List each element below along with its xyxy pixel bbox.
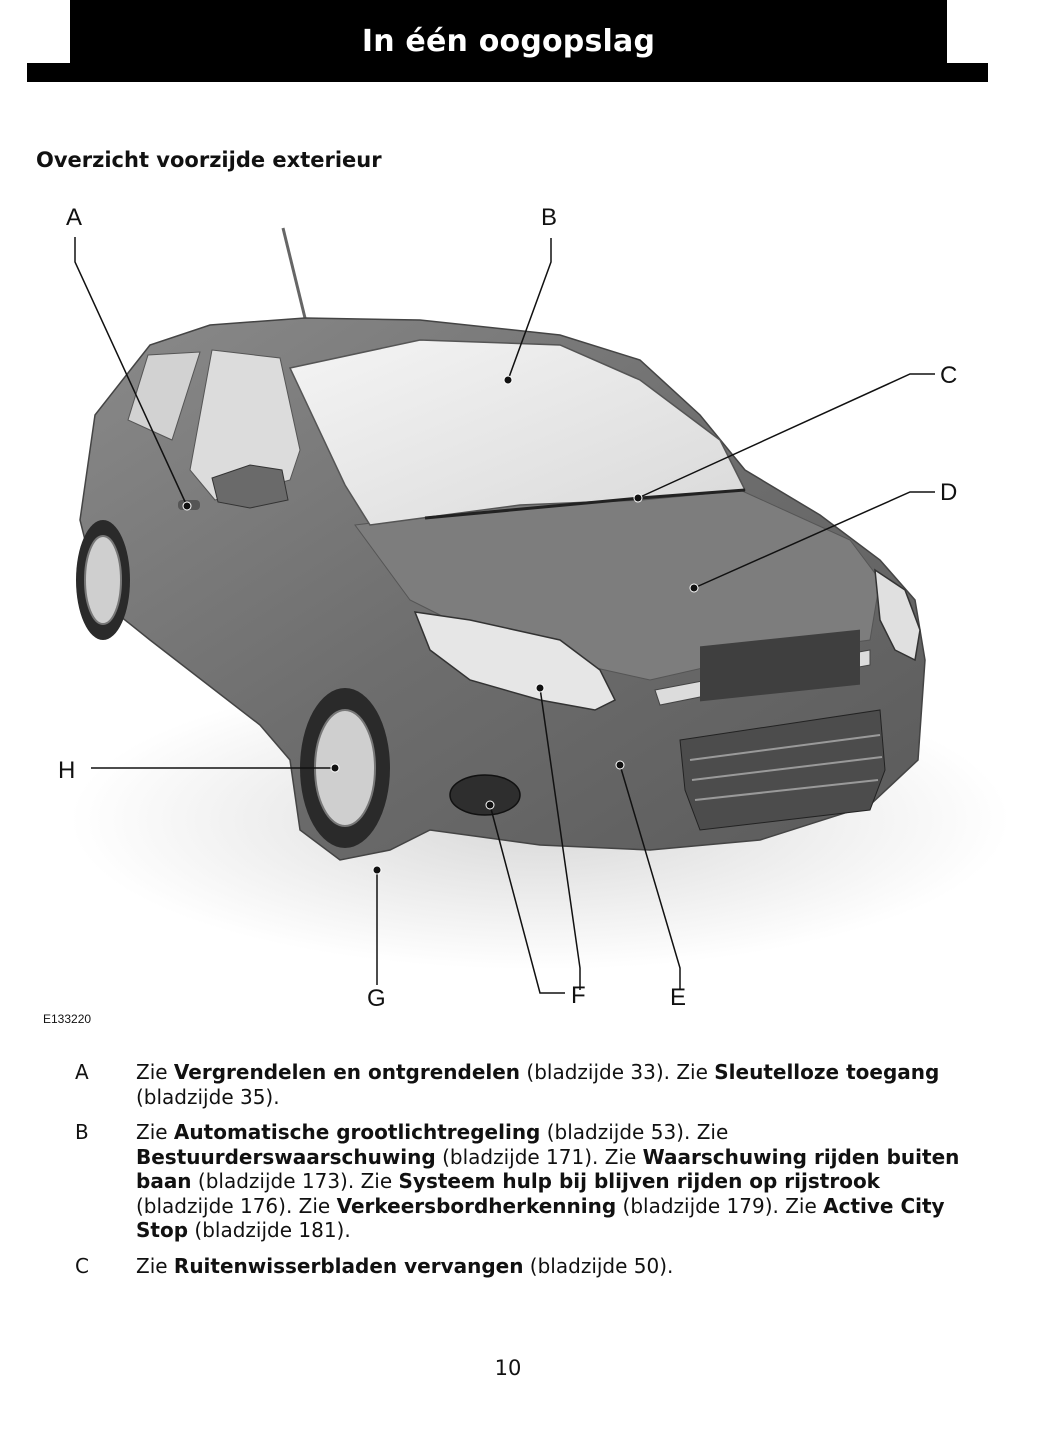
entry-text-run: (bladzijde 171). Zie xyxy=(435,1144,643,1169)
callout-h: H xyxy=(58,757,76,784)
section-title: Overzicht voorzijde exterieur xyxy=(36,148,382,172)
entry-text xyxy=(136,1120,978,1243)
entry-text-run: (bladzijde 50). xyxy=(523,1254,674,1278)
entry-reference-title: Waarschuwing rijden buiten baan xyxy=(136,1144,960,1193)
rear-wheel-rim xyxy=(85,536,121,624)
entry-reference-title: Sleutelloze toegang xyxy=(714,1060,940,1084)
entry-reference-title: Verkeersbordherkenning xyxy=(336,1193,617,1218)
figure-code: E133220 xyxy=(43,1012,92,1025)
windscreen xyxy=(290,340,745,525)
callout-b: B xyxy=(541,204,558,231)
callout-c: C xyxy=(940,362,958,389)
entry-reference-title: Active City Stop xyxy=(136,1193,945,1242)
entry-letter: C xyxy=(75,1254,89,1278)
entry-text-run: (bladzijde 173). Zie xyxy=(191,1169,399,1193)
entry-text xyxy=(136,1060,978,1109)
fog-lamp xyxy=(450,775,520,815)
page-header-title: In één oogopslag xyxy=(361,24,656,59)
entry-reference-title: Vergrendelen en ontgrendelen xyxy=(173,1060,521,1084)
antenna xyxy=(283,228,305,318)
entry-text-run: Zie xyxy=(136,1060,174,1084)
callout-g: G xyxy=(367,985,386,1012)
entry-text xyxy=(136,1254,978,1279)
header-rule xyxy=(27,63,988,82)
entry-reference-title: Bestuurderswaarschuwing xyxy=(136,1144,436,1169)
entry-reference-title: Ruitenwisserbladen vervangen xyxy=(173,1254,524,1278)
entry-text-run: (bladzijde 53). Zie xyxy=(540,1120,729,1144)
entry-text-run: Zie xyxy=(136,1120,174,1144)
callout-d: D xyxy=(940,479,958,506)
page-number: 10 xyxy=(494,1356,522,1380)
entry-text-run: (bladzijde 35). xyxy=(136,1084,280,1109)
entry-text-run: (bladzijde 33). Zie xyxy=(520,1060,715,1084)
entry-text-run: (bladzijde 176). Zie xyxy=(136,1193,337,1218)
entry-reference-title: Automatische grootlichtregeling xyxy=(173,1120,541,1144)
entry-letter: A xyxy=(75,1060,89,1084)
callout-a: A xyxy=(66,204,83,231)
entry-letter: B xyxy=(75,1120,89,1144)
callout-f: F xyxy=(571,982,586,1009)
entry-text-run: Zie xyxy=(136,1254,174,1278)
entry-text-run: (bladzijde 181). xyxy=(188,1218,351,1242)
callout-e: E xyxy=(670,984,687,1011)
car-front-exterior-illustration xyxy=(30,195,1020,1025)
entry-text-run: (bladzijde 179). Zie xyxy=(616,1193,824,1218)
entry-reference-title: Systeem hulp bij blijven rijden op rijstrook xyxy=(398,1169,880,1193)
